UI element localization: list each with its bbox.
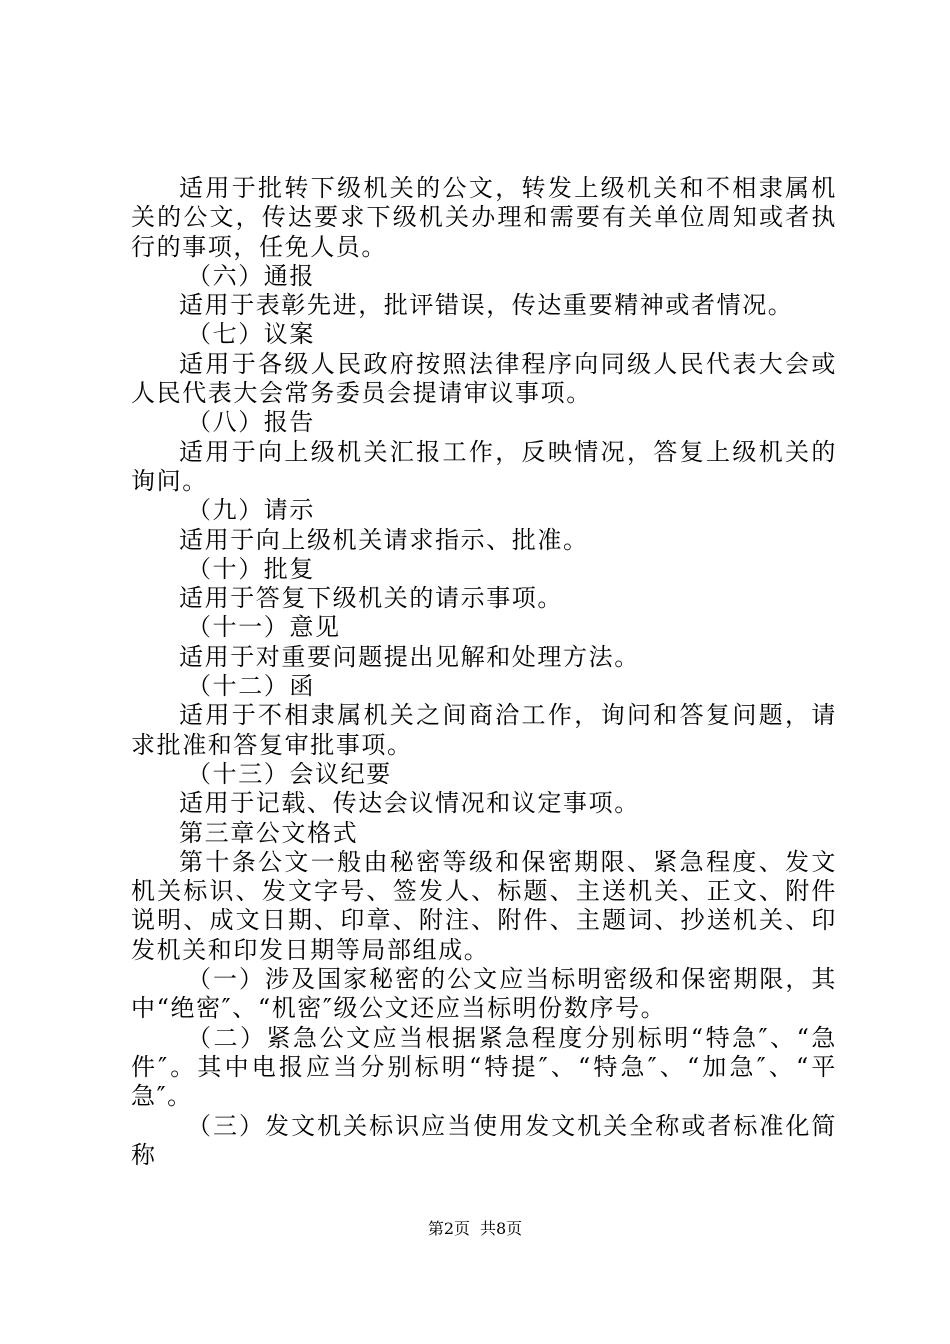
section-heading: （十）批复 (187, 554, 315, 583)
section-heading: （六）通报 (187, 261, 315, 290)
document-body (131, 174, 837, 1170)
paragraph: 适用于表彰先进，批评错误，传达重要精神或者情况。 (179, 291, 794, 320)
section-heading: （九）请示 (187, 496, 315, 525)
section-heading: （十二）函 (187, 672, 315, 701)
section-heading: （七）议案 (187, 320, 315, 349)
paragraph: 适用于批转下级机关的公文，转发上级机关和不相隶属机关的公文，传达要求下级机关办理和需要有关单位周知或者执行的事项，任免人员。 (131, 174, 837, 261)
paragraph: 适用于记载、传达会议情况和议定事项。 (179, 789, 640, 818)
page-number: 第2页 (427, 1219, 470, 1238)
total-pages: 共8页 (480, 1219, 523, 1238)
paragraph: 适用于各级人民政府按照法律程序向同级人民代表大会或人民代表大会常务委员会提请审议事项。 (131, 349, 837, 408)
article-paragraph: 第十条公文一般由秘密等级和保密期限、紧急程度、发文机关标识、发文字号、签发人、标题、主送机关、正文、附件说明、成文日期、印章、附注、附件、主题词、抄送机关、印发机关和印发日期等局部组成。 (131, 847, 837, 964)
page-footer (0, 1219, 950, 1239)
paragraph: 适用于对重要问题提出见解和处理方法。 (179, 642, 640, 671)
paragraph: 适用于向上级机关汇报工作，反映情况，答复上级机关的询问。 (131, 437, 837, 495)
section-heading: （八）报告 (187, 408, 315, 437)
paragraph: 适用于答复下级机关的请示事项。 (179, 584, 563, 613)
section-heading: （十三）会议纪要 (187, 759, 392, 788)
chapter-heading: 第三章公文格式 (179, 818, 359, 847)
section-heading: （十一）意见 (187, 613, 341, 642)
clause-paragraph: （二）紧急公文应当根据紧急程度分别标明“特急″、“急件″。其中电报应当分别标明“特提″、“特急″、“加急″、“平急″。 (131, 1023, 837, 1111)
clause-paragraph: （三）发文机关标识应当使用发文机关全称或者标准化简称 (131, 1111, 837, 1169)
clause-paragraph: （一）涉及国家秘密的公文应当标明密级和保密期限，其中“绝密″、“机密″级公文还应当标明份数序号。 (131, 965, 837, 1023)
paragraph: 适用于向上级机关请求指示、批准。 (179, 525, 589, 554)
paragraph: 适用于不相隶属机关之间商洽工作，询问和答复问题，请求批准和答复审批事项。 (131, 701, 837, 759)
